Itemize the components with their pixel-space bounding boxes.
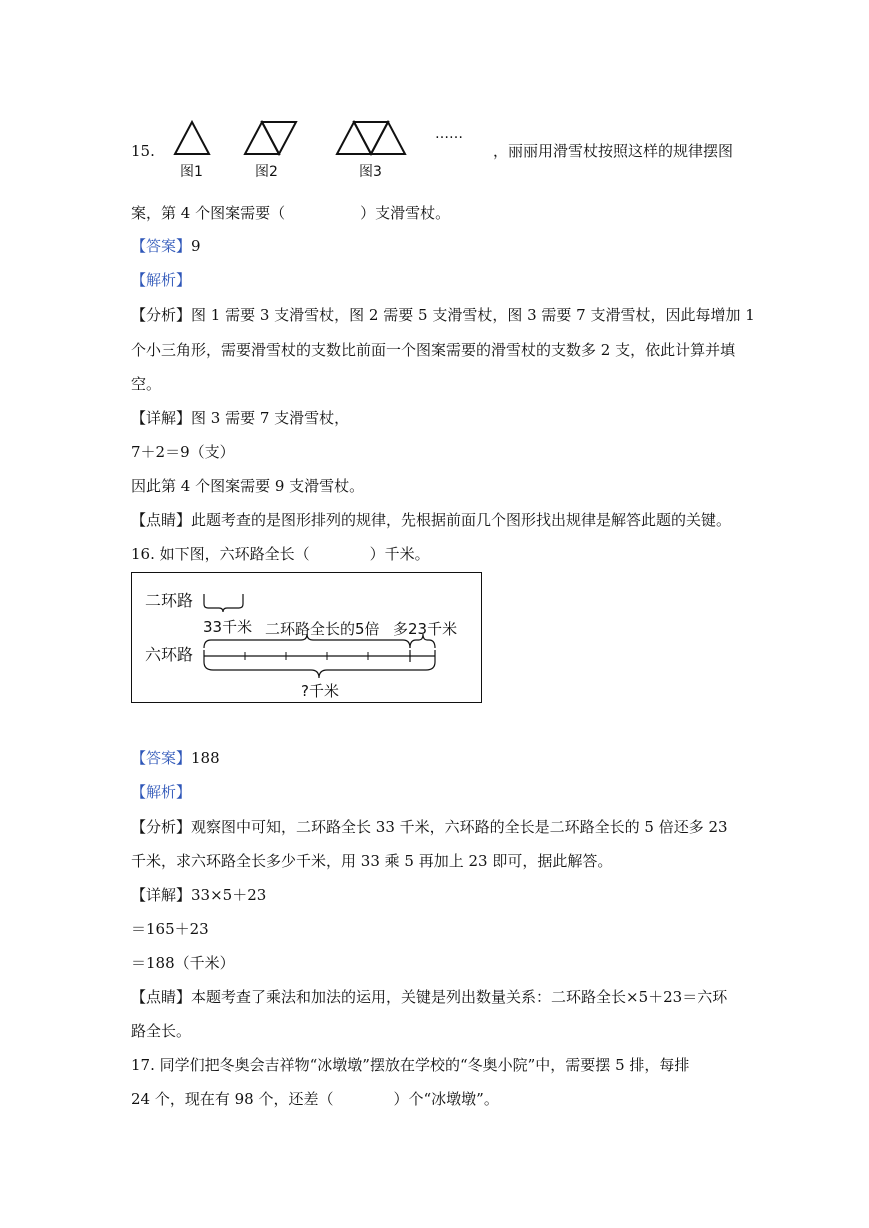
q15-comment: 【点睛】此题考查的是图形排列的规律，先根据前面几个图形找出规律是解答此题的关键。 — [131, 511, 732, 529]
q16-stem: 16. 如下图，六环路全长（ ）千米。 — [131, 545, 430, 563]
ring2-label: 二环路 — [145, 591, 194, 610]
q15-analysis-l3: 空。 — [131, 375, 162, 393]
more23-label: 多23千米 — [393, 620, 458, 638]
q16-analysis-l2: 千米，求六环路全长多少千米，用 33 乘 5 再加上 23 即可，据此解答。 — [131, 852, 613, 870]
q16-answer — [131, 748, 220, 768]
q16-detail-l3: ＝188（千米） — [131, 954, 235, 972]
q16-detail-l1: 【详解】33×5＋23 — [131, 886, 267, 904]
q15-detail-l2: 7＋2＝9（支） — [131, 443, 235, 461]
figure-3 — [337, 122, 405, 154]
triangle-pattern-figures — [165, 112, 495, 182]
answer-value: 188 — [191, 749, 220, 767]
answer-tag: 【答案】 — [131, 237, 192, 255]
fig-label-3: 图3 — [359, 164, 382, 180]
figure-1 — [175, 122, 209, 154]
q16-comment-l1: 【点睛】本题考查了乘法和加法的运用，关键是列出数量关系：二环路全长×5＋23＝六环 — [131, 988, 728, 1006]
q16-detail-l2: ＝165＋23 — [131, 920, 209, 938]
q17-stem-l2: 24 个，现在有 98 个，还差（ ）个“冰墩墩”。 — [131, 1090, 499, 1108]
q15-answer — [131, 236, 201, 256]
q17-stem-l1: 17. 同学们把冬奥会吉祥物“冰墩墩”摆放在学校的“冬奥小院”中，需要摆 5 排，每排 — [131, 1056, 690, 1074]
five-times-label: 二环路全长的5倍 — [265, 620, 380, 638]
q16-jiexi: 【解析】 — [131, 783, 192, 801]
q15-detail-l1: 【详解】图 3 需要 7 支滑雪杖， — [131, 409, 350, 427]
q16-comment-l2: 路全长。 — [131, 1022, 192, 1040]
answer-tag: 【答案】 — [131, 749, 192, 767]
q16-analysis-l1: 【分析】观察图中可知，二环路全长 33 千米，六环路的全长是二环路全长的 5 倍还多 23 — [131, 818, 728, 836]
ellipsis-dots: …… — [435, 126, 463, 142]
total-label: ?千米 — [301, 682, 339, 700]
fig-label-1: 图1 — [180, 164, 203, 180]
q15-detail-l3: 因此第 4 个图案需要 9 支滑雪杖。 — [131, 477, 365, 495]
q15-jiexi: 【解析】 — [131, 271, 192, 289]
q15-stem-line2: 案，第 4 个图案需要（ ）支滑雪杖。 — [131, 204, 451, 222]
len33-label: 33千米 — [203, 618, 253, 636]
answer-value: 9 — [191, 237, 201, 255]
q15-analysis-l2: 个小三角形，需要滑雪杖的支数比前面一个图案需要的滑雪杖的支数多 2 支，依此计算并填 — [131, 341, 736, 359]
figure-2 — [245, 122, 296, 154]
fig-label-2: 图2 — [255, 164, 278, 180]
q15-analysis-l1: 【分析】图 1 需要 3 支滑雪杖，图 2 需要 5 支滑雪杖，图 3 需要 7 支滑雪杖，因此每增加 1 — [131, 306, 755, 324]
ring-road-diagram — [131, 572, 483, 704]
q15-stem-tail: ，丽丽用滑雪杖按照这样的规律摆图 — [493, 142, 734, 160]
ring6-label: 六环路 — [145, 645, 194, 664]
q15-number: 15. — [131, 142, 155, 160]
